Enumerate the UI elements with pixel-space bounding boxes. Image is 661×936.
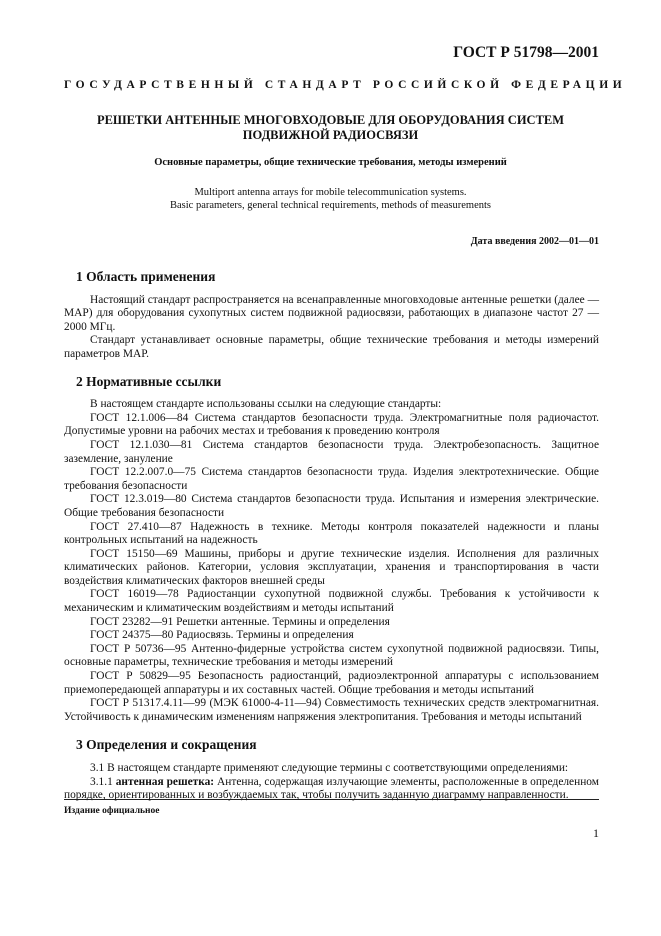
reference-item: ГОСТ 12.2.007.0—75 Система стандартов безопасности труда. Изделия электротехнические. Общие требования безопасности	[64, 466, 599, 492]
reference-item: ГОСТ 24375—80 Радиосвязь. Термины и определения	[90, 629, 354, 642]
reference-item: ГОСТ Р 51317.4.11—99 (МЭК 61000-4-11—94) Совместимость технических средств электромагнитная. Устойчивость к динамическим изменениям напряжения электропитания. Требования и методы испытаний	[64, 697, 599, 723]
references-list	[64, 398, 599, 724]
document-body	[64, 270, 599, 803]
term-definition: Антенна, содержащая излучающие элементы, расположенные в определенном порядке, ориентированных и возбуждаемых так, чтобы получить заданную диаграмму направленности.	[64, 775, 599, 802]
document-subtitle: Основные параметры, общие технические требования, методы измерений	[154, 157, 507, 168]
section-1-paragraph-2: Стандарт устанавливает основные параметры, общие технические требования и методы измерений параметров МАР.	[64, 334, 599, 360]
english-title-line-2: Basic parameters, general technical requirements, methods of measurements	[170, 200, 491, 211]
document-title	[70, 113, 591, 143]
reference-item: ГОСТ Р 50829—95 Безопасность радиостанций, радиоэлектронной аппаратуры с использованием приемопередающей аппаратуры и их составных частей. Общие требования и методы испытаний	[64, 670, 599, 696]
defined-term: антенная решетка:	[115, 775, 215, 788]
reference-item: ГОСТ 16019—78 Радиостанции сухопутной подвижной службы. Требования к устойчивости к механическим и климатическим воздействиям и методы испытаний	[64, 588, 599, 615]
page-number: 1	[593, 826, 599, 840]
reference-item: ГОСТ 12.3.019—80 Система стандартов безопасности труда. Испытания и измерения электрические. Общие требования безопасности	[64, 493, 599, 519]
introduction-date: Дата введения 2002—01—01	[470, 236, 599, 247]
english-title	[70, 186, 591, 212]
reference-item: ГОСТ 12.1.006—84 Система стандартов безопасности труда. Электромагнитные поля радиочастот. Допустимые уровни на рабочих местах и требования к проведению контроля	[64, 411, 599, 438]
footer-divider	[64, 799, 599, 800]
section-2-heading: 2 Нормативные ссылки	[76, 373, 222, 389]
reference-item: ГОСТ 27.410—87 Надежность в технике. Методы контроля показателей надежности и планы контрольных испытаний на надежность	[64, 520, 599, 547]
references-intro: В настоящем стандарте использованы ссылки на следующие стандарты:	[90, 398, 442, 411]
reference-item: ГОСТ Р 50736—95 Антенно-фидерные устройства систем сухопутной подвижной радиосвязи. Типы, основные параметры, технические требования и методы измерений	[64, 642, 599, 669]
title-line-1: РЕШЕТКИ АНТЕННЫЕ МНОГОВХОДОВЫЕ ДЛЯ ОБОРУДОВАНИЯ СИСТЕМ	[96, 113, 565, 127]
section-1-heading: 1 Область применения	[76, 269, 216, 284]
section-1-paragraph-1: Настоящий стандарт распространяется на всенаправленные многовходовые антенные решетки (далее — МАР) для оборудования сухопутных систем подвижной радиосвязи, работающих в диапазоне частот 27 — 2000 МГц.	[64, 293, 599, 333]
english-title-line-1: Multiport antenna arrays for mobile telecommunication systems.	[194, 187, 467, 198]
clause-number: 3.1.1	[90, 775, 116, 788]
state-standard-banner: ГОСУДАРСТВЕННЫЙ СТАНДАРТ РОССИЙСКОЙ ФЕДЕРАЦИИ	[64, 79, 627, 91]
section-3-paragraph-1: 3.1 В настоящем стандарте применяют следующие термины с соответствующими определениями:	[90, 762, 569, 774]
official-edition-label: Издание официальное	[64, 806, 160, 816]
reference-item: ГОСТ 23282—91 Решетки антенные. Термины и определения	[90, 615, 390, 628]
standard-code: ГОСТ Р 51798—2001	[453, 44, 599, 61]
reference-item: ГОСТ 12.1.030—81 Система стандартов безопасности труда. Электробезопасность. Защитное заземление, зануление	[64, 438, 599, 465]
section-3-heading: 3 Определения и сокращения	[76, 737, 257, 753]
title-line-2: ПОДВИЖНОЙ РАДИОСВЯЗИ	[242, 128, 419, 142]
reference-item: ГОСТ 15150—69 Машины, приборы и другие технические изделия. Исполнения для различных климатических районов. Категории, условия эксплуатации, хранения и транспортирования в части воздействия климатических факторов внешней среды	[64, 547, 599, 587]
